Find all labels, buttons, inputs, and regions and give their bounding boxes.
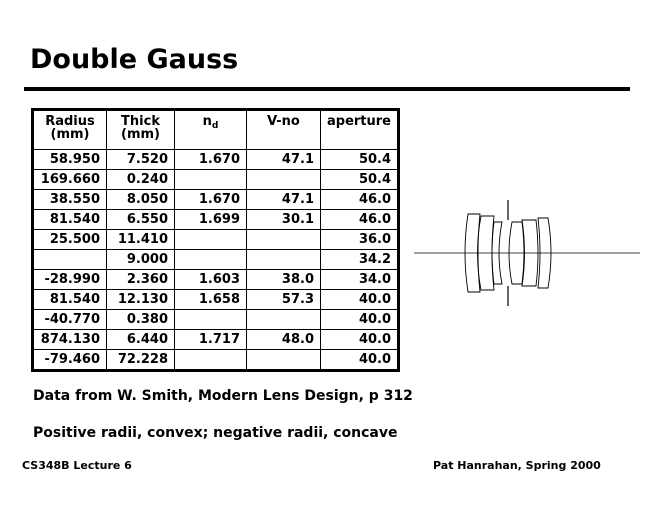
table-row <box>33 190 399 210</box>
cell-vno <box>247 310 321 330</box>
cell-nd: 1.658 <box>175 290 247 310</box>
cell-vno <box>247 350 321 371</box>
cell-thick: 11.410 <box>107 230 175 250</box>
cell-vno: 38.0 <box>247 270 321 290</box>
cell-radius: -40.770 <box>33 310 107 330</box>
cell-nd <box>175 310 247 330</box>
cell-aperture: 40.0 <box>321 330 399 350</box>
cell-nd: 1.670 <box>175 190 247 210</box>
cell-aperture: 40.0 <box>321 350 399 371</box>
table-row <box>33 230 399 250</box>
table-row <box>33 290 399 310</box>
cell-radius: 25.500 <box>33 230 107 250</box>
cell-thick: 0.380 <box>107 310 175 330</box>
cell-vno: 48.0 <box>247 330 321 350</box>
cell-radius: 874.130 <box>33 330 107 350</box>
cell-vno: 47.1 <box>247 150 321 170</box>
header-nd-subscript: d <box>211 121 219 131</box>
table-row <box>33 350 399 371</box>
cell-thick: 7.520 <box>107 150 175 170</box>
header-nd <box>175 110 247 150</box>
header-thick-label: Thick <box>121 114 160 129</box>
cell-thick: 2.360 <box>107 270 175 290</box>
cell-vno <box>247 170 321 190</box>
cell-thick: 6.440 <box>107 330 175 350</box>
cell-thick: 8.050 <box>107 190 175 210</box>
lens-prescription-table <box>31 108 400 372</box>
header-aperture <box>321 110 399 150</box>
cell-aperture: 34.2 <box>321 250 399 270</box>
footer-author: Pat Hanrahan, Spring 2000 <box>433 459 601 472</box>
header-vno-label: V-no <box>267 114 300 129</box>
header-vno <box>247 110 321 150</box>
cell-nd: 1.717 <box>175 330 247 350</box>
cell-aperture: 36.0 <box>321 230 399 250</box>
cell-thick: 12.130 <box>107 290 175 310</box>
footer-course: CS348B Lecture 6 <box>22 459 132 472</box>
cell-vno: 30.1 <box>247 210 321 230</box>
cell-nd: 1.670 <box>175 150 247 170</box>
cell-radius: 169.660 <box>33 170 107 190</box>
table-row <box>33 330 399 350</box>
cell-nd <box>175 230 247 250</box>
cell-thick: 0.240 <box>107 170 175 190</box>
table-row <box>33 310 399 330</box>
cell-nd <box>175 250 247 270</box>
cell-vno: 47.1 <box>247 190 321 210</box>
cell-nd <box>175 350 247 371</box>
cell-radius <box>33 250 107 270</box>
header-nd-label: n <box>202 114 212 129</box>
cell-radius: 38.550 <box>33 190 107 210</box>
cell-aperture: 40.0 <box>321 310 399 330</box>
header-thick-unit: (mm) <box>121 127 160 142</box>
cell-aperture: 50.4 <box>321 150 399 170</box>
cell-nd: 1.603 <box>175 270 247 290</box>
cell-thick: 6.550 <box>107 210 175 230</box>
header-radius-unit: (mm) <box>50 127 90 142</box>
cell-aperture: 34.0 <box>321 270 399 290</box>
cell-aperture: 40.0 <box>321 290 399 310</box>
cell-vno <box>247 250 321 270</box>
header-thick <box>107 110 175 150</box>
table-row <box>33 270 399 290</box>
table-header-row <box>33 110 399 150</box>
cell-radius: 81.540 <box>33 290 107 310</box>
table-row <box>33 150 399 170</box>
cell-radius: -79.460 <box>33 350 107 371</box>
cell-nd <box>175 170 247 190</box>
table-row <box>33 250 399 270</box>
cell-thick: 72.228 <box>107 350 175 371</box>
header-aperture-label: aperture <box>327 114 392 129</box>
cell-radius: 81.540 <box>33 210 107 230</box>
cell-aperture: 50.4 <box>321 170 399 190</box>
cell-radius: 58.950 <box>33 150 107 170</box>
header-radius-label: Radius <box>45 114 95 129</box>
radii-convention-note: Positive radii, convex; negative radii, concave <box>33 425 398 441</box>
page-title: Double Gauss <box>30 44 239 75</box>
cell-aperture: 46.0 <box>321 190 399 210</box>
double-gauss-lens-diagram <box>410 190 642 310</box>
source-note: Data from W. Smith, Modern Lens Design, p 312 <box>33 388 413 404</box>
table-row <box>33 170 399 190</box>
table-row <box>33 210 399 230</box>
title-divider <box>24 87 630 91</box>
cell-thick: 9.000 <box>107 250 175 270</box>
cell-aperture: 46.0 <box>321 210 399 230</box>
cell-vno: 57.3 <box>247 290 321 310</box>
cell-nd: 1.699 <box>175 210 247 230</box>
header-radius <box>33 110 107 150</box>
cell-vno <box>247 230 321 250</box>
cell-radius: -28.990 <box>33 270 107 290</box>
